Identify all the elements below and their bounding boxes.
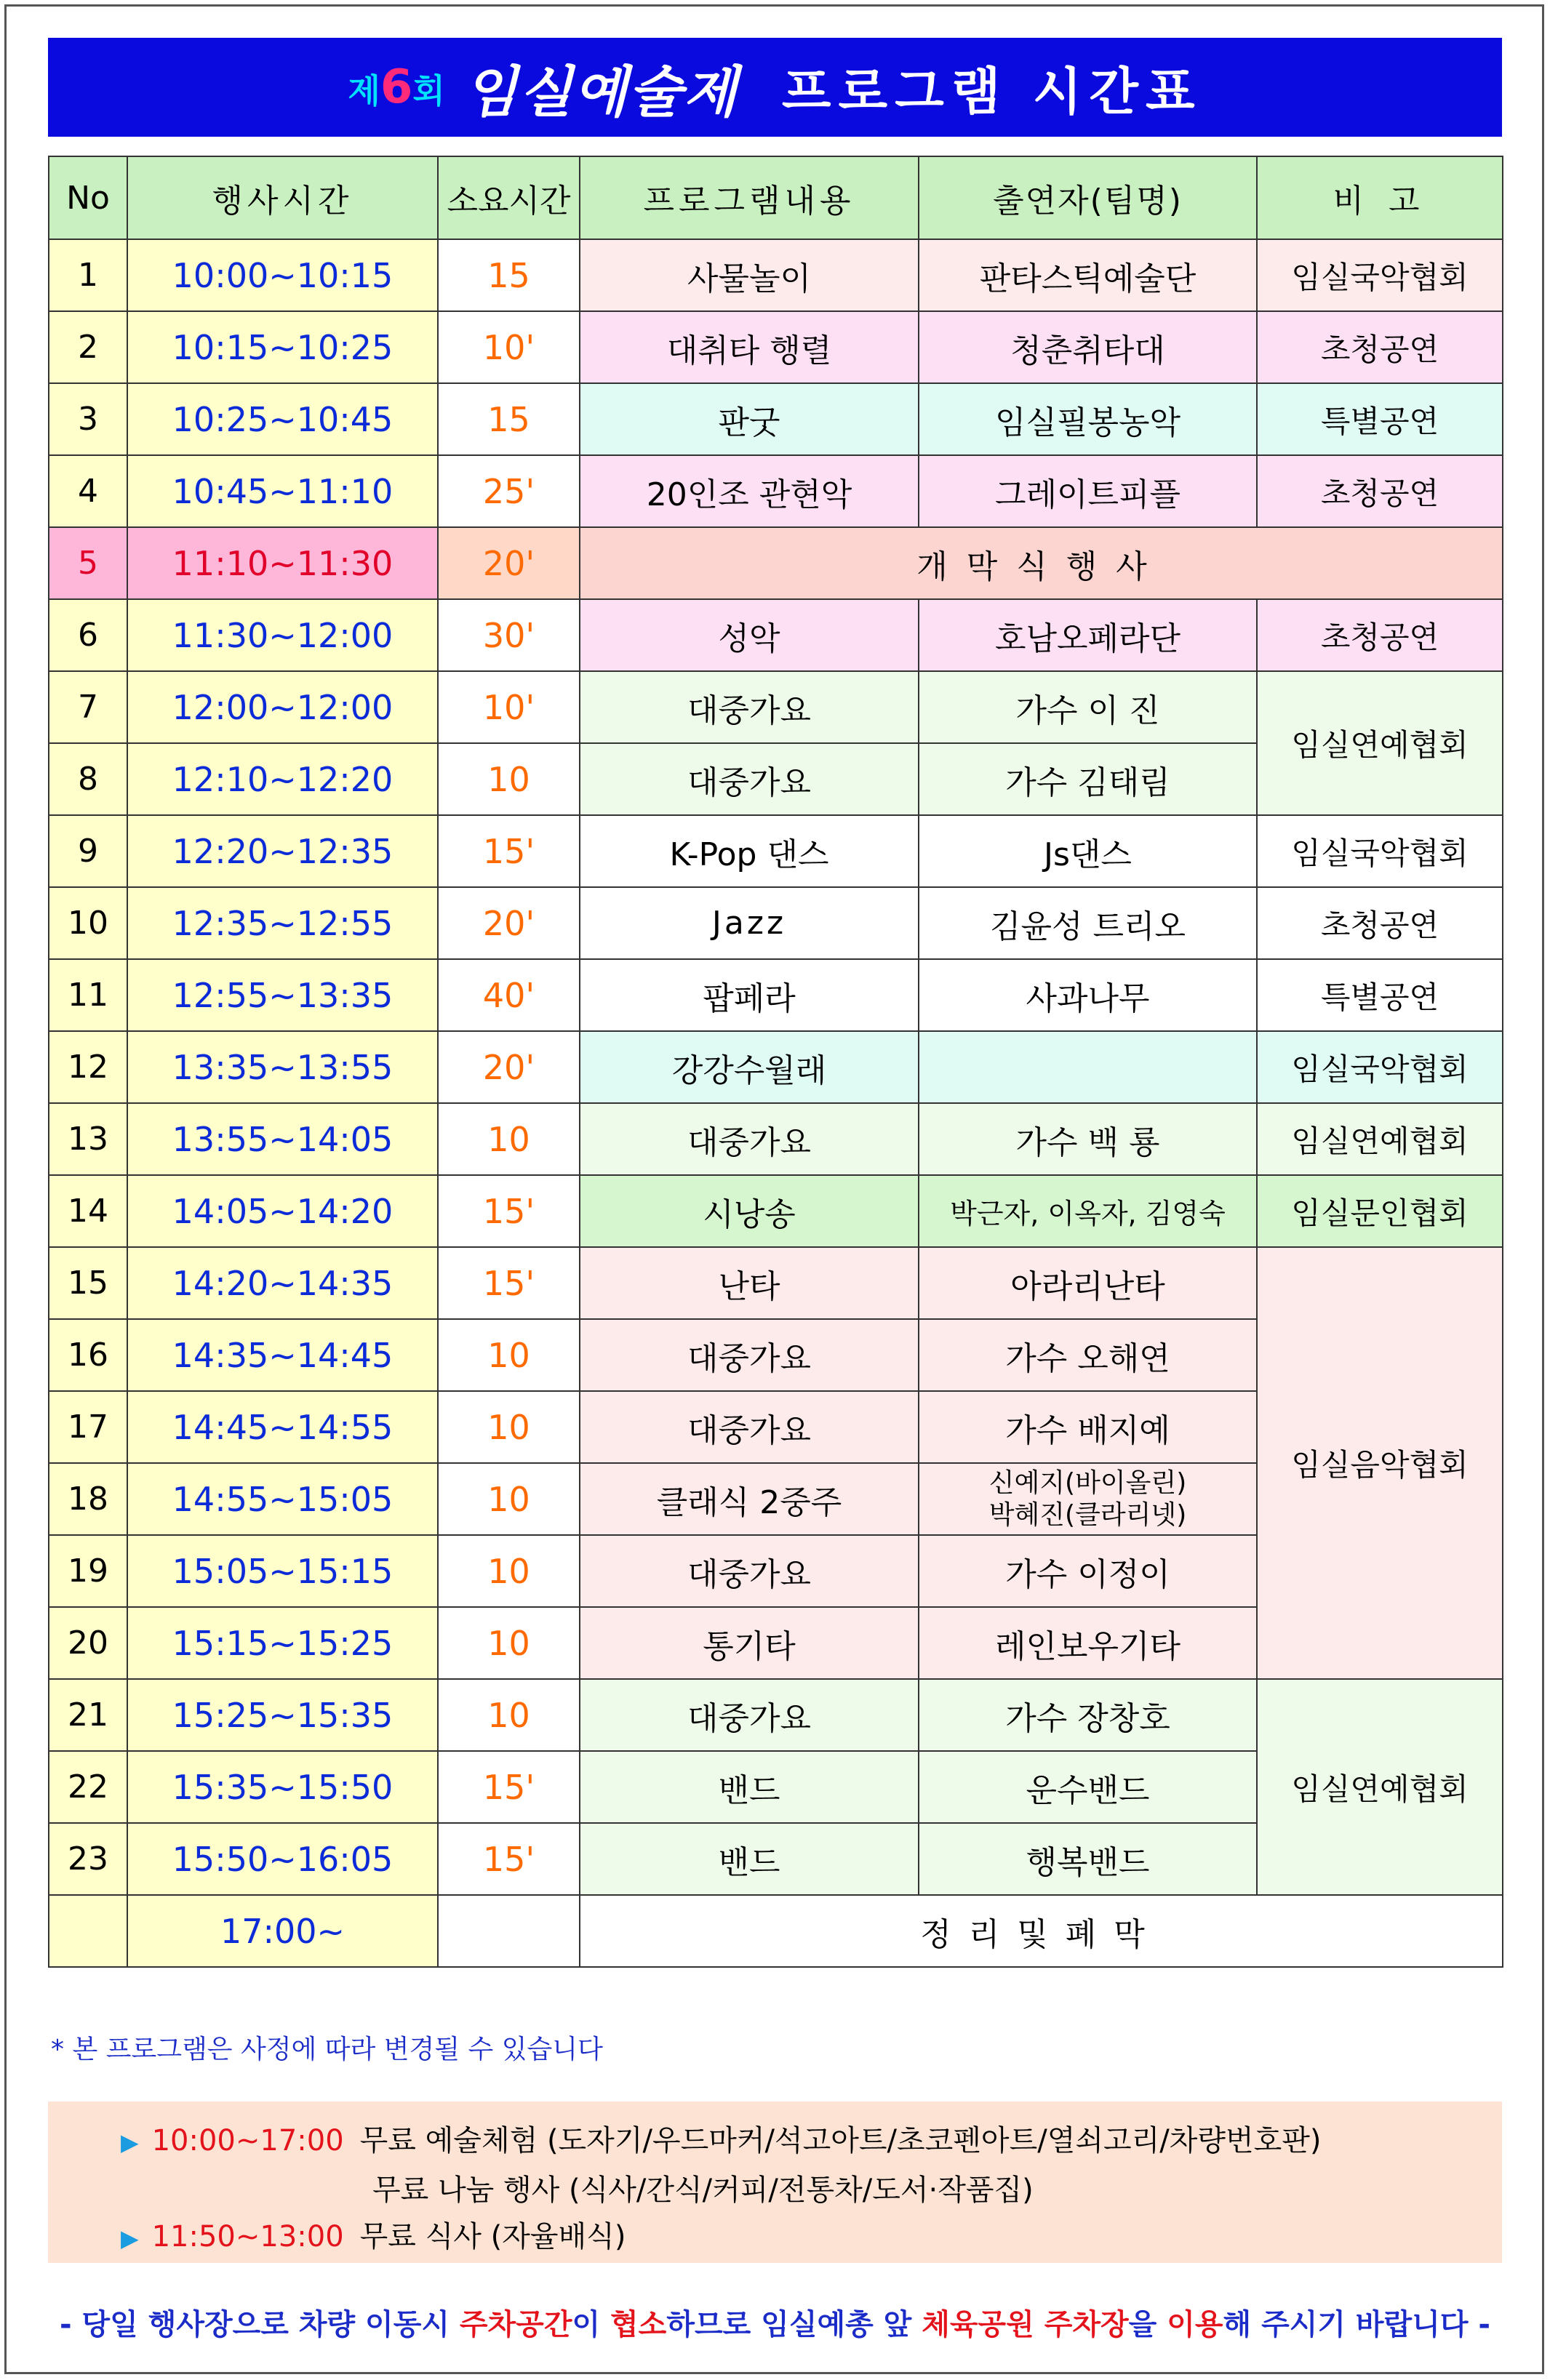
row-duration: 15' xyxy=(438,1823,580,1895)
parking-highlight: 협소 xyxy=(610,2308,667,2341)
row-no: 10 xyxy=(49,887,127,959)
parking-highlight: 주차공간 xyxy=(459,2308,572,2341)
row-no: 23 xyxy=(49,1823,127,1895)
row-no: 2 xyxy=(49,311,127,383)
closing-ceremony: 정리및폐막 xyxy=(580,1895,1503,1967)
row-time: 15:25~15:35 xyxy=(127,1679,438,1751)
row-no: 1 xyxy=(49,239,127,311)
parking-highlight: 체육공원 주차장 xyxy=(922,2308,1129,2341)
info-text: 무료 식사 (자율배식) xyxy=(359,2220,626,2253)
page-title: 프로그램 시간표 xyxy=(781,61,1202,121)
header-performer: 출연자(팀명) xyxy=(919,156,1257,239)
table-row xyxy=(49,1247,1503,1319)
row-note: 특별공연 xyxy=(1257,383,1503,455)
parking-text: 해 주시기 바랍니다 - xyxy=(1223,2308,1490,2341)
row-time: 12:00~12:00 xyxy=(127,671,438,743)
row-duration: 10 xyxy=(438,1535,580,1607)
table-row xyxy=(49,1103,1503,1175)
row-performer: 행복밴드 xyxy=(919,1823,1257,1895)
row-program: 밴드 xyxy=(580,1823,919,1895)
row-duration: 10 xyxy=(438,1391,580,1463)
row-time: 15:50~16:05 xyxy=(127,1823,438,1895)
row-performer: 김윤성 트리오 xyxy=(919,887,1257,959)
row-program: 난타 xyxy=(580,1247,919,1319)
table-row xyxy=(49,1175,1503,1247)
row-note: 초청공연 xyxy=(1257,455,1503,527)
row-time: 15:05~15:15 xyxy=(127,1535,438,1607)
table-row xyxy=(49,959,1503,1031)
row-time: 14:35~14:45 xyxy=(127,1319,438,1391)
row-time: 14:45~14:55 xyxy=(127,1391,438,1463)
parking-highlight: 이용 xyxy=(1167,2308,1223,2341)
row-program: Jazz xyxy=(580,887,919,959)
row-no xyxy=(49,1895,127,1967)
row-program: 통기타 xyxy=(580,1607,919,1679)
row-performer: 가수 이 진 xyxy=(919,671,1257,743)
info-line xyxy=(121,2117,1322,2159)
row-duration: 15 xyxy=(438,239,580,311)
row-time: 14:20~14:35 xyxy=(127,1247,438,1319)
row-note: 특별공연 xyxy=(1257,959,1503,1031)
row-note: 임실연예협회 xyxy=(1257,1103,1503,1175)
row-duration: 10 xyxy=(438,1103,580,1175)
info-time: 11:50~13:00 xyxy=(151,2220,344,2253)
row-time: 12:35~12:55 xyxy=(127,887,438,959)
table-row xyxy=(49,239,1503,311)
row-program: 대중가요 xyxy=(580,671,919,743)
row-program: K-Pop 댄스 xyxy=(580,815,919,887)
row-program: 20인조 관현악 xyxy=(580,455,919,527)
row-performer: 가수 장창호 xyxy=(919,1679,1257,1751)
table-row-ceremony xyxy=(49,527,1503,599)
opening-ceremony: 개막식행사 xyxy=(580,527,1503,599)
table-row-closing xyxy=(49,1895,1503,1967)
festival-name: 임실예술제 xyxy=(463,59,738,124)
row-duration: 15' xyxy=(438,1247,580,1319)
row-note: 임실연예협회 xyxy=(1257,671,1503,815)
row-program: 대중가요 xyxy=(580,1391,919,1463)
row-duration: 20' xyxy=(438,887,580,959)
header-duration: 소요시간 xyxy=(438,156,580,239)
row-program: 밴드 xyxy=(580,1751,919,1823)
row-program: 사물놀이 xyxy=(580,239,919,311)
table-row xyxy=(49,815,1503,887)
arrow-right-icon: ▶ xyxy=(121,2224,139,2252)
row-performer: 운수밴드 xyxy=(919,1751,1257,1823)
row-time: 15:15~15:25 xyxy=(127,1607,438,1679)
header-no: No xyxy=(49,156,127,239)
row-duration: 20' xyxy=(438,1031,580,1103)
row-program: 팝페라 xyxy=(580,959,919,1031)
parking-text: 이 xyxy=(572,2308,611,2341)
row-time: 12:55~13:35 xyxy=(127,959,438,1031)
row-performer: 아라리난타 xyxy=(919,1247,1257,1319)
row-program: 클래식 2중주 xyxy=(580,1463,919,1535)
table-row xyxy=(49,1031,1503,1103)
row-time: 10:00~10:15 xyxy=(127,239,438,311)
row-time: 12:10~12:20 xyxy=(127,743,438,815)
row-time: 13:55~14:05 xyxy=(127,1103,438,1175)
table-row xyxy=(49,887,1503,959)
row-duration: 10' xyxy=(438,311,580,383)
row-performer: 가수 김태림 xyxy=(919,743,1257,815)
row-note: 초청공연 xyxy=(1257,311,1503,383)
row-performer: 가수 오해연 xyxy=(919,1319,1257,1391)
row-duration: 10 xyxy=(438,1607,580,1679)
row-no: 13 xyxy=(49,1103,127,1175)
table-row xyxy=(49,383,1503,455)
row-note: 임실연예협회 xyxy=(1257,1679,1503,1895)
edition-prefix: 제 xyxy=(348,71,380,111)
row-no: 16 xyxy=(49,1319,127,1391)
header-time: 행사시간 xyxy=(127,156,438,239)
row-no: 9 xyxy=(49,815,127,887)
row-performer: 임실필봉농악 xyxy=(919,383,1257,455)
edition-label xyxy=(348,60,444,114)
row-time: 10:45~11:10 xyxy=(127,455,438,527)
row-time: 17:00~ xyxy=(127,1895,438,1967)
row-time: 10:15~10:25 xyxy=(127,311,438,383)
row-performer: 신예지(바이올린) xyxy=(988,1467,1187,1498)
row-program: 대중가요 xyxy=(580,1103,919,1175)
row-program: 시낭송 xyxy=(580,1175,919,1247)
edition-number: 6 xyxy=(380,60,413,114)
table-row xyxy=(49,1679,1503,1751)
row-duration: 25' xyxy=(438,455,580,527)
row-duration: 20' xyxy=(438,527,580,599)
row-performer: Js댄스 xyxy=(919,815,1257,887)
row-performer: 박근자, 이옥자, 김영숙 xyxy=(919,1175,1257,1247)
row-note: 임실국악협회 xyxy=(1257,1031,1503,1103)
row-note: 임실음악협회 xyxy=(1257,1247,1503,1679)
row-no: 5 xyxy=(49,527,127,599)
row-duration xyxy=(438,1895,580,1967)
parking-notice xyxy=(48,2301,1502,2343)
row-performer-second: 박혜진(클라리넷) xyxy=(988,1499,1187,1530)
row-duration: 30' xyxy=(438,599,580,671)
row-no: 18 xyxy=(49,1463,127,1535)
row-no: 17 xyxy=(49,1391,127,1463)
row-time: 12:20~12:35 xyxy=(127,815,438,887)
edition-suffix: 회 xyxy=(412,71,445,111)
row-no: 4 xyxy=(49,455,127,527)
parking-text: - 당일 행사장으로 차량 이동시 xyxy=(59,2308,460,2341)
row-performer xyxy=(919,1031,1257,1103)
row-performer: 청춘취타대 xyxy=(919,311,1257,383)
row-no: 8 xyxy=(49,743,127,815)
info-time: 10:00~17:00 xyxy=(151,2124,344,2157)
info-line xyxy=(372,2167,1034,2208)
parking-text: 하므로 임실예총 앞 xyxy=(666,2308,922,2341)
header-note: 비 고 xyxy=(1257,156,1503,239)
table-row xyxy=(49,311,1503,383)
row-duration: 10 xyxy=(438,1319,580,1391)
row-program: 대중가요 xyxy=(580,1535,919,1607)
info-text: 무료 나눔 행사 (식사/간식/커피/전통차/도서·작품집) xyxy=(372,2173,1034,2207)
row-performer: 판타스틱예술단 xyxy=(919,239,1257,311)
row-no: 6 xyxy=(49,599,127,671)
row-program: 대중가요 xyxy=(580,743,919,815)
row-time: 13:35~13:55 xyxy=(127,1031,438,1103)
row-time: 11:30~12:00 xyxy=(127,599,438,671)
row-performer: 그레이트피플 xyxy=(919,455,1257,527)
row-time: 15:35~15:50 xyxy=(127,1751,438,1823)
row-no: 20 xyxy=(49,1607,127,1679)
schedule-table xyxy=(48,156,1503,1968)
table-row xyxy=(49,599,1503,671)
arrow-right-icon: ▶ xyxy=(121,2128,139,2156)
row-duration: 15' xyxy=(438,1175,580,1247)
parking-text: 을 xyxy=(1128,2308,1167,2341)
row-performer: 호남오페라단 xyxy=(919,599,1257,671)
row-time: 11:10~11:30 xyxy=(127,527,438,599)
free-events-box xyxy=(48,2101,1502,2263)
row-program: 대중가요 xyxy=(580,1319,919,1391)
row-time: 10:25~10:45 xyxy=(127,383,438,455)
row-performer: 레인보우기타 xyxy=(919,1607,1257,1679)
row-duration: 40' xyxy=(438,959,580,1031)
header-program: 프로그램내용 xyxy=(580,156,919,239)
row-performer: 가수 이정이 xyxy=(919,1535,1257,1607)
info-text: 무료 예술체험 (도자기/우드마커/석고아트/초코펜아트/열쇠고리/차량번호판) xyxy=(359,2124,1322,2157)
row-time: 14:55~15:05 xyxy=(127,1463,438,1535)
row-time: 14:05~14:20 xyxy=(127,1175,438,1247)
row-no: 19 xyxy=(49,1535,127,1607)
row-duration: 10' xyxy=(438,671,580,743)
row-no: 11 xyxy=(49,959,127,1031)
row-duration: 10 xyxy=(438,1463,580,1535)
row-duration: 15' xyxy=(438,1751,580,1823)
row-program: 대중가요 xyxy=(580,1679,919,1751)
table-row xyxy=(49,455,1503,527)
row-no: 3 xyxy=(49,383,127,455)
table-header xyxy=(49,156,1503,239)
row-duration: 10 xyxy=(438,1679,580,1751)
row-note: 초청공연 xyxy=(1257,599,1503,671)
info-line xyxy=(121,2213,626,2255)
row-no: 12 xyxy=(49,1031,127,1103)
row-no: 21 xyxy=(49,1679,127,1751)
row-note: 임실국악협회 xyxy=(1257,815,1503,887)
row-performer-pair xyxy=(919,1463,1257,1535)
change-notice: * 본 프로그램은 사정에 따라 변경될 수 있습니다 xyxy=(51,2035,603,2064)
row-note: 임실국악협회 xyxy=(1257,239,1503,311)
title-banner xyxy=(48,38,1502,137)
row-no: 15 xyxy=(49,1247,127,1319)
table-row xyxy=(49,671,1503,743)
row-program: 성악 xyxy=(580,599,919,671)
row-duration: 15' xyxy=(438,815,580,887)
row-note: 임실문인협회 xyxy=(1257,1175,1503,1247)
row-no: 14 xyxy=(49,1175,127,1247)
row-program: 판굿 xyxy=(580,383,919,455)
row-performer: 가수 백 룡 xyxy=(919,1103,1257,1175)
row-performer: 가수 배지예 xyxy=(919,1391,1257,1463)
row-duration: 15 xyxy=(438,383,580,455)
row-performer: 사과나무 xyxy=(919,959,1257,1031)
row-no: 7 xyxy=(49,671,127,743)
row-program: 대취타 행렬 xyxy=(580,311,919,383)
row-no: 22 xyxy=(49,1751,127,1823)
row-note: 초청공연 xyxy=(1257,887,1503,959)
row-program: 강강수월래 xyxy=(580,1031,919,1103)
row-duration: 10 xyxy=(438,743,580,815)
